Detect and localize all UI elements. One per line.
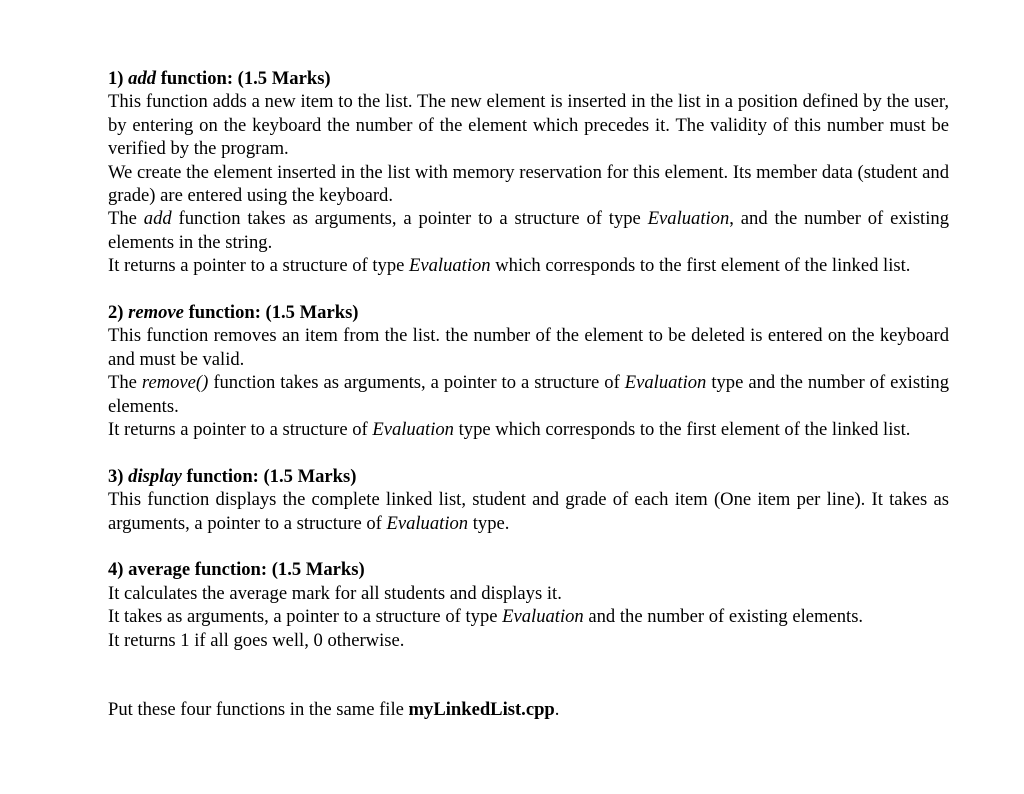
paragraph — [108, 254, 949, 277]
function-name: average — [128, 559, 191, 581]
text-run: It calculates the average mark for all students and displays it. — [108, 582, 562, 604]
paragraph — [108, 629, 949, 652]
section-4 — [108, 558, 949, 652]
heading-marks: function: (1.5 Marks) — [160, 68, 331, 89]
footer-period: . — [554, 699, 560, 721]
heading-number: 1) — [108, 68, 124, 89]
section-heading — [108, 558, 949, 581]
footer-text: Put these four functions in the same file — [108, 699, 409, 721]
heading-marks: function: (1.5 Marks) — [186, 465, 357, 487]
text-run: It takes as arguments, a pointer to a structure of type — [108, 606, 503, 628]
document-page — [108, 67, 949, 722]
text-run: , and the number of existing elements in the string. — [108, 208, 949, 253]
filename: myLinkedList.cpp — [408, 699, 555, 721]
section-heading — [108, 67, 949, 90]
paragraph — [108, 582, 949, 605]
text-run: type. — [468, 512, 510, 534]
section-1 — [108, 67, 949, 278]
section-heading — [108, 465, 949, 488]
italic-term: Evaluation — [624, 372, 707, 394]
paragraph — [108, 605, 949, 628]
paragraph — [108, 418, 949, 441]
text-run: It returns a pointer to a structure of type — [108, 255, 410, 277]
text-run: It returns 1 if all goes well, 0 otherwise. — [108, 629, 405, 651]
heading-marks: function: (1.5 Marks) — [188, 302, 359, 324]
italic-term: add — [143, 208, 172, 230]
text-run: This function adds a new item to the list. The new element is inserted in the list in a position defined by the user, by entering on the keyboard the number of the element which precedes it. The validity of this number must be verified by the program. — [108, 91, 949, 160]
italic-term: Evaluation — [409, 255, 491, 277]
function-name: display — [128, 465, 182, 487]
italic-term: Evaluation — [647, 208, 730, 230]
paragraph — [108, 488, 949, 535]
section-heading — [108, 301, 949, 324]
text-run: The — [108, 372, 142, 394]
text-run: which corresponds to the first element of the linked list. — [490, 255, 911, 277]
paragraph — [108, 324, 949, 371]
function-name: remove — [128, 302, 184, 324]
paragraph — [108, 90, 949, 160]
text-run: We create the element inserted in the list with memory reservation for this element. Its member data (student and grade) are entered using the keyboard. — [108, 161, 949, 207]
heading-number: 2) — [108, 302, 124, 324]
paragraph — [108, 161, 949, 208]
italic-term: remove() — [141, 372, 209, 394]
footer-instruction — [108, 698, 949, 721]
heading-number: 3) — [108, 465, 124, 487]
italic-term: Evaluation — [502, 606, 584, 628]
heading-marks: function: (1.5 Marks) — [194, 559, 365, 581]
paragraph — [108, 371, 949, 418]
text-run: function takes as arguments, a pointer to a structure of type — [171, 208, 648, 230]
paragraph — [108, 207, 949, 254]
text-run: It returns a pointer to a structure of — [108, 419, 373, 441]
text-run: This function displays the complete linked list, student and grade of each item (One item per line). It takes as arguments, a pointer to a structure of — [108, 489, 949, 534]
text-run: type which corresponds to the first element of the linked list. — [453, 419, 911, 441]
text-run: and the number of existing elements. — [583, 606, 864, 628]
italic-term: Evaluation — [386, 512, 469, 534]
text-run: type and the number of existing elements. — [108, 372, 950, 417]
section-3 — [108, 465, 949, 535]
heading-number: 4) — [108, 559, 124, 581]
text-run: The — [108, 208, 144, 230]
text-run: This function removes an item from the list. the number of the element to be deleted is entered on the keyboard and must be valid. — [108, 325, 949, 370]
italic-term: Evaluation — [372, 419, 454, 441]
function-name: add — [128, 68, 157, 89]
section-2 — [108, 301, 949, 441]
text-run: function takes as arguments, a pointer to a structure of — [208, 372, 625, 394]
